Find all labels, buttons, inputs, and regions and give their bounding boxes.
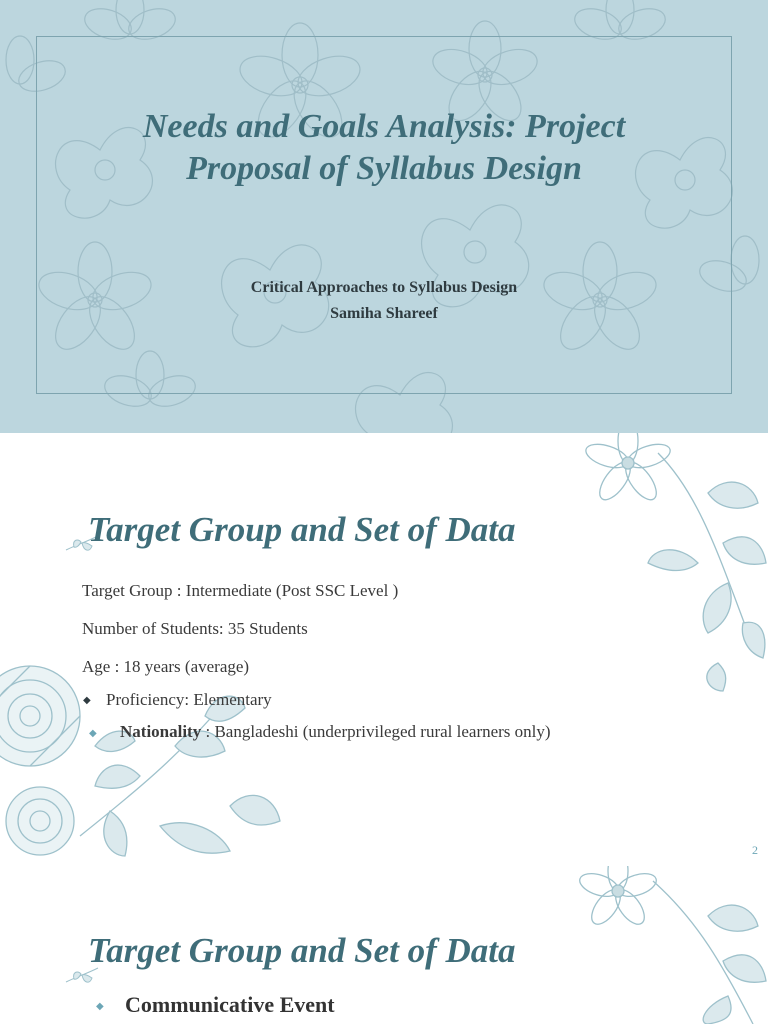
target-group-line: Target Group : Intermediate (Post SSC Level )	[82, 581, 399, 600]
slide-title: Target Group and Set of Data	[88, 510, 516, 549]
bullet-diamond-icon: ◆	[83, 695, 91, 706]
slide-title	[60, 106, 708, 190]
bullet-diamond-icon: ◆	[96, 1001, 104, 1012]
title-line-2: Proposal of Syllabus Design	[186, 150, 582, 187]
content-slide-target-group	[0, 433, 768, 866]
content-slide-target-group-continued	[0, 866, 768, 1024]
course-name: Critical Approaches to Syllabus Design	[250, 279, 518, 296]
communicative-event-heading: Communicative Event	[125, 992, 335, 1017]
slide-title: Target Group and Set of Data	[88, 931, 516, 970]
nationality-value: : Bangladeshi (underprivileged rural learners only)	[201, 722, 551, 741]
nationality-label: Nationality	[120, 722, 202, 741]
age-line: Age : 18 years (average)	[82, 657, 250, 676]
nationality-line	[120, 722, 551, 742]
author-name: Samiha Shareef	[330, 305, 438, 322]
proficiency-line: Proficiency: Elementary	[106, 690, 272, 709]
title-frame	[36, 36, 732, 394]
slide-subtitle	[60, 275, 708, 327]
floral-corner-top-right	[558, 866, 768, 1024]
title-slide	[0, 0, 768, 433]
bullet-diamond-icon: ◆	[89, 728, 97, 739]
page-number: 2	[752, 843, 758, 857]
title-line-1: Needs and Goals Analysis: Project	[142, 108, 626, 145]
number-of-students-line: Number of Students: 35 Students	[82, 619, 308, 638]
floral-corner-top-right	[558, 433, 768, 693]
